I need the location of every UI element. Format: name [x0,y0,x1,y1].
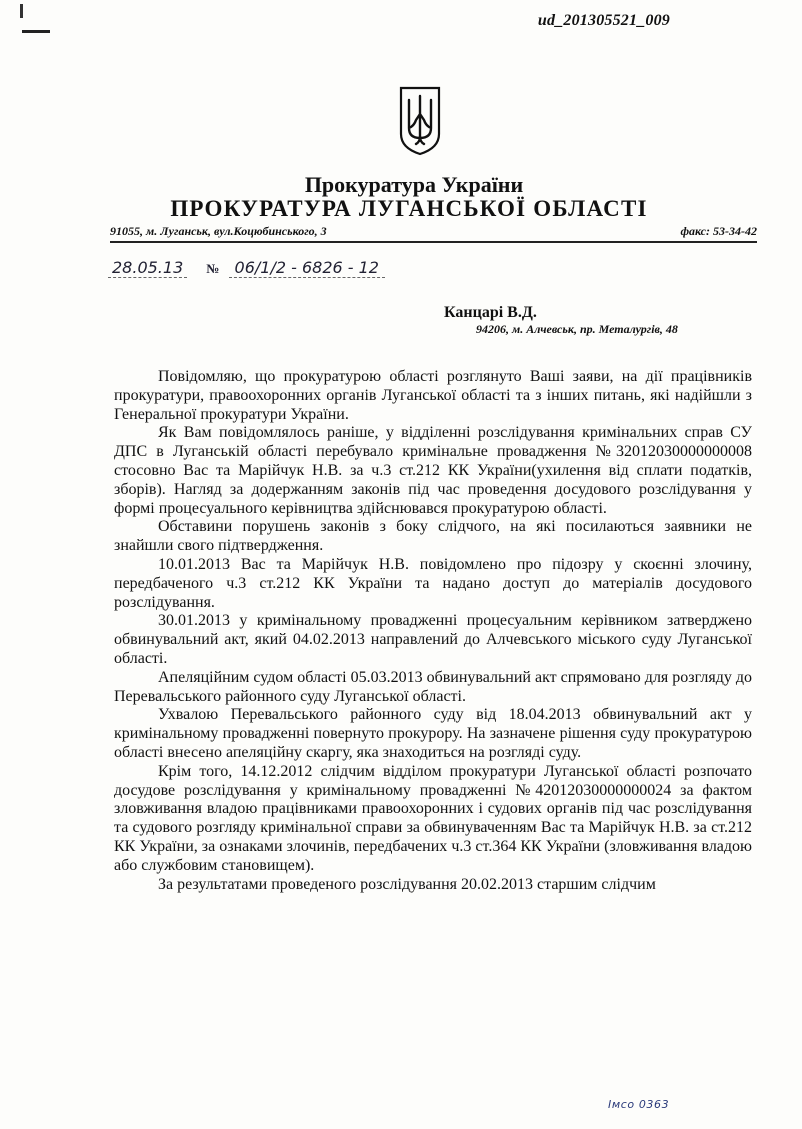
recipient-address: 94206, м. Алчевськ, пр. Металургів, 48 [476,322,678,336]
organization-regional-name: ПРОКУРАТУРА ЛУГАНСЬКОЇ ОБЛАСТІ [170,196,648,221]
paragraph: Як Вам повідомлялось раніше, у відділенні розслідування кримінальних справ СУ ДПС в Луганській області перебувало кримінальне провадження №32012030000000008 стосовно Вас та Марійчук Н.В. за ч.3 ст.212 КК України(ухилення від сплати податків, зборів). Нагляд за додержанням законів під час проведення досудового розслідування у формі процесуального керівництва здійснювався прокуратурою області. [114,424,752,517]
number-label: № [206,261,220,276]
fax-number: факс: 53-34-42 [680,224,757,238]
scan-mark [22,30,50,33]
document-id: ud_201305521_009 [537,12,670,29]
incoming-stamp: Імсо 0363 [608,1098,670,1111]
paragraph: 10.01.2013 Вас та Марійчук Н.В. повідомлено про підозру у скоєнні злочину, передбаченого ч.3 ст.212 КК України та надано доступ до матеріалів досудового розслідування. [114,555,752,611]
paragraph: 30.01.2013 у кримінальному провадженні процесуальним керівником затверджено обвинувальний акт, який 04.02.2013 направлений до Алчевського міського суду Луганської області. [114,612,752,667]
letterhead-address-line [110,224,757,243]
registration-date: 28.05.13 [108,258,187,278]
registration-line [108,258,385,277]
recipient-name: Канцарі В.Д. [444,304,537,321]
letter-body [114,368,752,894]
paragraph: Обставини порушень законів з боку слідчого, на які посилаються заявники не знайшли свого підтвердження. [114,518,752,555]
paragraph: Апеляційним судом області 05.03.2013 обвинувальний акт спрямовано для розгляду до Перевальського районного суду Луганської області. [114,668,752,705]
organization-name: Прокуратура України [304,172,524,197]
paragraph: Повідомляю, що прокуратурою області розглянуто Ваші заяви, на дії працівників прокуратури, правоохоронних органів Луганської області та з інших питань, які надійшли з Генеральної прокуратури України. [114,368,752,423]
paragraph: Ухвалою Перевальського районного суду від 18.04.2013 обвинувальний акт у кримінальному провадженні повернуто прокурору. На зазначене рішення суду прокуратурою області внесено апеляційну скаргу, яка знаходиться на розгляді суду. [114,706,752,761]
scan-mark [20,4,23,18]
paragraph: Крім того, 14.12.2012 слідчим відділом прокуратури Луганської області розпочато досудове розслідування у кримінальному провадженні №42012030000000024 за фактом зловживання владою працівниками правоохоронних і судових органів під час розслідування та судового розгляду кримінальної справи за обвинуваченням Вас та Марійчук Н.В. за ст.212 КК України, за ознаками злочинів, передбачених ч.3 ст.364 КК України (зловживання владою або службовим становищем). [114,762,752,874]
trident-emblem-icon [398,86,442,156]
sender-address: 91055, м. Луганськ, вул.Коцюбинського, 3 [110,224,327,238]
paragraph: За результатами проведеного розслідування 20.02.2013 старшим слідчим [158,875,656,893]
registration-number: 06/1/2 - 6826 - 12 [229,258,385,278]
